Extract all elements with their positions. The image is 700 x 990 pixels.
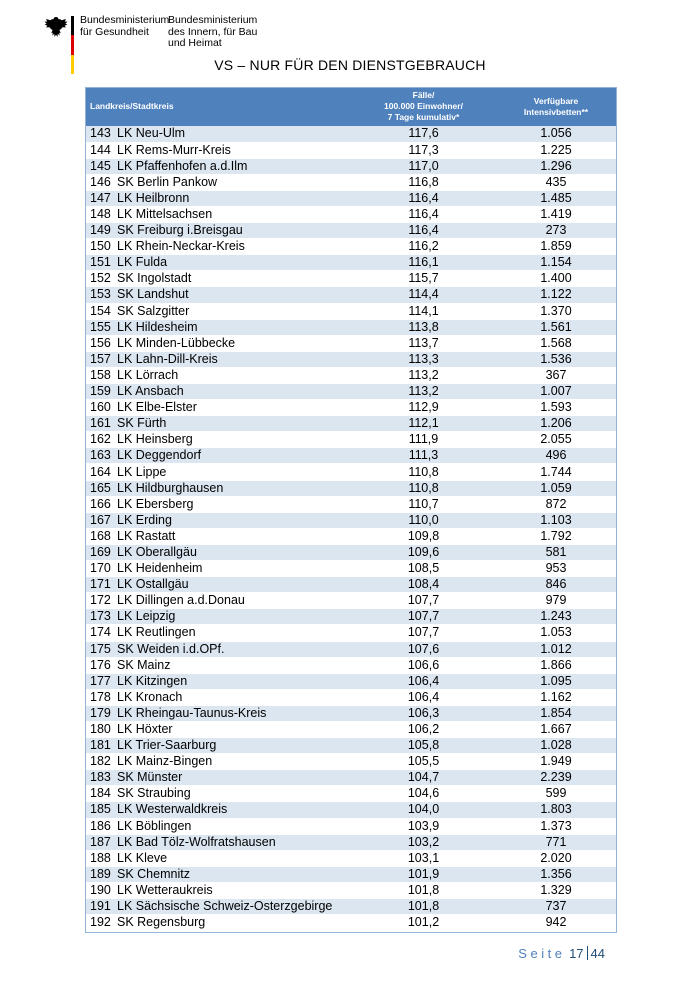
row-district: LK Kleve (117, 850, 352, 866)
table-row (85, 593, 617, 609)
row-icu: 1.370 (495, 303, 617, 319)
row-cases: 112,1 (352, 416, 495, 432)
row-icu: 979 (495, 593, 617, 609)
table-row (85, 512, 617, 528)
row-cases: 117,3 (352, 142, 495, 158)
row-icu: 1.536 (495, 351, 617, 367)
row-cases: 113,7 (352, 335, 495, 351)
row-rank: 167 (85, 512, 117, 528)
row-cases: 108,4 (352, 577, 495, 593)
row-icu: 1.059 (495, 480, 617, 496)
row-rank: 161 (85, 416, 117, 432)
row-rank: 168 (85, 528, 117, 544)
table-row (85, 738, 617, 754)
row-rank: 192 (85, 915, 117, 931)
row-rank: 177 (85, 673, 117, 689)
row-icu: 737 (495, 899, 617, 915)
row-rank: 150 (85, 239, 117, 255)
row-icu: 771 (495, 834, 617, 850)
row-rank: 188 (85, 850, 117, 866)
row-icu: 1.162 (495, 689, 617, 705)
ministry-interior-line2: des Innern, für Bau (168, 25, 258, 38)
row-cases: 115,7 (352, 271, 495, 287)
row-rank: 143 (85, 126, 117, 142)
row-icu: 1.103 (495, 512, 617, 528)
row-icu: 1.095 (495, 673, 617, 689)
row-icu: 1.859 (495, 239, 617, 255)
row-district: SK Münster (117, 770, 352, 786)
row-cases: 105,8 (352, 738, 495, 754)
column-header-cases (352, 87, 495, 126)
row-district: LK Mittelsachsen (117, 206, 352, 222)
row-district: LK Höxter (117, 721, 352, 737)
table-row (85, 609, 617, 625)
table-row (85, 448, 617, 464)
row-icu: 1.296 (495, 158, 617, 174)
row-rank: 164 (85, 464, 117, 480)
row-icu: 2.055 (495, 432, 617, 448)
row-icu: 1.803 (495, 802, 617, 818)
row-icu: 1.329 (495, 882, 617, 898)
row-district: LK Leipzig (117, 609, 352, 625)
table-body (85, 126, 617, 931)
row-cases: 106,6 (352, 657, 495, 673)
row-rank: 158 (85, 367, 117, 383)
row-cases: 103,1 (352, 850, 495, 866)
page-number: 17 (569, 946, 584, 961)
row-district: LK Lippe (117, 464, 352, 480)
row-icu: 1.485 (495, 190, 617, 206)
row-rank: 173 (85, 609, 117, 625)
row-icu: 435 (495, 174, 617, 190)
row-district: LK Hildburghausen (117, 480, 352, 496)
row-icu: 1.028 (495, 738, 617, 754)
row-rank: 165 (85, 480, 117, 496)
row-rank: 157 (85, 351, 117, 367)
table-row (85, 351, 617, 367)
row-district: LK Bad Tölz-Wolfratshausen (117, 834, 352, 850)
row-icu: 1.593 (495, 400, 617, 416)
row-district: LK Mainz-Bingen (117, 754, 352, 770)
flag-black (71, 16, 74, 35)
table-row (85, 223, 617, 239)
row-district: LK Wetteraukreis (117, 882, 352, 898)
row-district: LK Fulda (117, 255, 352, 271)
table-row (85, 142, 617, 158)
row-district: SK Chemnitz (117, 866, 352, 882)
table-row (85, 384, 617, 400)
row-district: LK Heinsberg (117, 432, 352, 448)
row-cases: 111,3 (352, 448, 495, 464)
column-header-icu (495, 87, 617, 126)
row-icu: 1.056 (495, 126, 617, 142)
row-icu: 1.373 (495, 818, 617, 834)
row-district: LK Reutlingen (117, 625, 352, 641)
table-row (85, 464, 617, 480)
row-icu: 1.356 (495, 866, 617, 882)
table-row (85, 367, 617, 383)
table-row (85, 335, 617, 351)
row-cases: 104,6 (352, 786, 495, 802)
row-icu: 1.419 (495, 206, 617, 222)
row-icu: 581 (495, 544, 617, 560)
table-row (85, 850, 617, 866)
table-row (85, 834, 617, 850)
cases-header-line1: Fälle/ (412, 90, 435, 100)
table-row (85, 915, 617, 931)
row-icu: 599 (495, 786, 617, 802)
row-icu: 273 (495, 223, 617, 239)
row-rank: 179 (85, 705, 117, 721)
row-cases: 106,4 (352, 689, 495, 705)
row-rank: 149 (85, 223, 117, 239)
row-icu: 2.020 (495, 850, 617, 866)
row-rank: 160 (85, 400, 117, 416)
row-rank: 162 (85, 432, 117, 448)
table-row (85, 190, 617, 206)
row-district: SK Mainz (117, 657, 352, 673)
row-cases: 109,6 (352, 544, 495, 560)
table-row (85, 899, 617, 915)
table-row (85, 400, 617, 416)
row-icu: 1.866 (495, 657, 617, 673)
row-cases: 106,4 (352, 673, 495, 689)
cases-header-line3: 7 Tage kumulativ* (387, 112, 460, 122)
row-district: LK Böblingen (117, 818, 352, 834)
row-district: LK Oberallgäu (117, 544, 352, 560)
row-icu: 872 (495, 496, 617, 512)
row-cases: 109,8 (352, 528, 495, 544)
row-icu: 953 (495, 561, 617, 577)
row-district: SK Fürth (117, 416, 352, 432)
row-rank: 153 (85, 287, 117, 303)
ministry-interior (168, 15, 257, 50)
row-cases: 101,2 (352, 915, 495, 931)
row-cases: 110,7 (352, 496, 495, 512)
table-row (85, 271, 617, 287)
row-icu: 1.792 (495, 528, 617, 544)
table-row (85, 721, 617, 737)
row-district: LK Trier-Saarburg (117, 738, 352, 754)
row-rank: 166 (85, 496, 117, 512)
row-rank: 170 (85, 561, 117, 577)
icu-header-line2: Intensivbetten** (523, 106, 589, 117)
row-district: LK Heidenheim (117, 561, 352, 577)
row-cases: 113,2 (352, 367, 495, 383)
row-icu: 1.744 (495, 464, 617, 480)
row-rank: 159 (85, 384, 117, 400)
row-icu: 1.122 (495, 287, 617, 303)
row-district: LK Ansbach (117, 384, 352, 400)
row-icu: 1.206 (495, 416, 617, 432)
table-row (85, 255, 617, 271)
row-cases: 113,2 (352, 384, 495, 400)
table-row (85, 866, 617, 882)
row-cases: 105,5 (352, 754, 495, 770)
row-cases: 116,2 (352, 239, 495, 255)
table-row (85, 770, 617, 786)
row-district: LK Dillingen a.d.Donau (117, 593, 352, 609)
row-rank: 151 (85, 255, 117, 271)
row-cases: 110,8 (352, 464, 495, 480)
flag-red (71, 35, 74, 54)
page-total: 44 (590, 946, 605, 961)
row-district: SK Ingolstadt (117, 271, 352, 287)
row-cases: 103,2 (352, 834, 495, 850)
row-district: LK Pfaffenhofen a.d.Ilm (117, 158, 352, 174)
row-rank: 187 (85, 834, 117, 850)
row-district: LK Heilbronn (117, 190, 352, 206)
row-district: SK Salzgitter (117, 303, 352, 319)
row-rank: 174 (85, 625, 117, 641)
row-district: LK Deggendorf (117, 448, 352, 464)
ministry-interior-line1: Bundesministerium (168, 14, 258, 26)
row-rank: 175 (85, 641, 117, 657)
row-rank: 190 (85, 882, 117, 898)
row-district: LK Neu-Ulm (117, 126, 352, 142)
row-district: LK Hildesheim (117, 319, 352, 335)
row-district: LK Erding (117, 512, 352, 528)
row-cases: 106,2 (352, 721, 495, 737)
cases-header-line2: 100.000 Einwohner/ (384, 101, 463, 111)
row-icu: 942 (495, 915, 617, 931)
table-row (85, 641, 617, 657)
table-row (85, 802, 617, 818)
table-row (85, 544, 617, 560)
row-rank: 163 (85, 448, 117, 464)
row-district: SK Landshut (117, 287, 352, 303)
table-row (85, 174, 617, 190)
table-row (85, 416, 617, 432)
row-cases: 116,4 (352, 223, 495, 239)
row-rank: 152 (85, 271, 117, 287)
row-district: LK Westerwaldkreis (117, 802, 352, 818)
row-cases: 108,5 (352, 561, 495, 577)
table-row (85, 786, 617, 802)
row-icu: 846 (495, 577, 617, 593)
row-icu: 1.400 (495, 271, 617, 287)
row-cases: 113,3 (352, 351, 495, 367)
row-rank: 186 (85, 818, 117, 834)
row-district: SK Berlin Pankow (117, 174, 352, 190)
row-district: LK Rhein-Neckar-Kreis (117, 239, 352, 255)
row-icu: 1.568 (495, 335, 617, 351)
row-cases: 116,8 (352, 174, 495, 190)
row-icu: 1.854 (495, 705, 617, 721)
row-rank: 172 (85, 593, 117, 609)
row-cases: 107,7 (352, 593, 495, 609)
table-row (85, 480, 617, 496)
row-cases: 101,8 (352, 899, 495, 915)
table-row (85, 206, 617, 222)
row-cases: 103,9 (352, 818, 495, 834)
icu-header-line1: Verfügbare (533, 95, 579, 106)
row-rank: 169 (85, 544, 117, 560)
ministry-health-line1: Bundesministerium (80, 14, 170, 26)
row-district: SK Freiburg i.Breisgau (117, 223, 352, 239)
row-cases: 101,8 (352, 882, 495, 898)
row-cases: 117,6 (352, 126, 495, 142)
row-district: LK Rems-Murr-Kreis (117, 142, 352, 158)
table-row (85, 126, 617, 142)
table-row (85, 239, 617, 255)
row-cases: 114,1 (352, 303, 495, 319)
table-row (85, 528, 617, 544)
row-icu: 496 (495, 448, 617, 464)
row-district: LK Elbe-Elster (117, 400, 352, 416)
row-rank: 183 (85, 770, 117, 786)
page-label: Seite (518, 946, 566, 961)
row-cases: 107,7 (352, 609, 495, 625)
row-icu: 1.012 (495, 641, 617, 657)
row-district: LK Kronach (117, 689, 352, 705)
table-row (85, 287, 617, 303)
row-rank: 155 (85, 319, 117, 335)
row-cases: 104,7 (352, 770, 495, 786)
row-district: LK Sächsische Schweiz-Osterzgebirge (117, 899, 352, 915)
row-cases: 107,7 (352, 625, 495, 641)
row-cases: 112,9 (352, 400, 495, 416)
row-cases: 110,0 (352, 512, 495, 528)
row-icu: 1.007 (495, 384, 617, 400)
row-district: LK Lahn-Dill-Kreis (117, 351, 352, 367)
table-row (85, 303, 617, 319)
row-cases: 104,0 (352, 802, 495, 818)
row-district: LK Minden-Lübbecke (117, 335, 352, 351)
row-rank: 176 (85, 657, 117, 673)
table-row (85, 432, 617, 448)
row-rank: 154 (85, 303, 117, 319)
incidence-table (85, 87, 617, 931)
row-cases: 111,9 (352, 432, 495, 448)
row-rank: 185 (85, 802, 117, 818)
row-rank: 147 (85, 190, 117, 206)
row-icu: 1.949 (495, 754, 617, 770)
ministry-health-line2: für Gesundheit (80, 25, 149, 38)
row-district: LK Ostallgäu (117, 577, 352, 593)
table-row (85, 625, 617, 641)
row-rank: 144 (85, 142, 117, 158)
table-row (85, 818, 617, 834)
row-rank: 146 (85, 174, 117, 190)
column-header-district: Landkreis/Stadtkreis (85, 87, 352, 126)
ministry-interior-line3: und Heimat (168, 37, 222, 49)
row-icu: 1.243 (495, 609, 617, 625)
classification-label: VS – NUR FÜR DEN DIENSTGEBRAUCH (214, 57, 486, 73)
row-icu: 367 (495, 367, 617, 383)
ministry-health (80, 15, 169, 38)
row-rank: 181 (85, 738, 117, 754)
table-row (85, 705, 617, 721)
federal-eagle-icon (44, 16, 68, 38)
row-district: LK Rastatt (117, 528, 352, 544)
table-row (85, 319, 617, 335)
row-district: LK Lörrach (117, 367, 352, 383)
table-row (85, 673, 617, 689)
row-cases: 114,4 (352, 287, 495, 303)
row-rank: 148 (85, 206, 117, 222)
row-rank: 178 (85, 689, 117, 705)
row-cases: 116,1 (352, 255, 495, 271)
row-icu: 1.667 (495, 721, 617, 737)
table-row (85, 754, 617, 770)
table-row (85, 158, 617, 174)
row-rank: 156 (85, 335, 117, 351)
row-district: SK Regensburg (117, 915, 352, 931)
row-cases: 113,8 (352, 319, 495, 335)
row-rank: 184 (85, 786, 117, 802)
row-district: LK Rheingau-Taunus-Kreis (117, 705, 352, 721)
table-row (85, 689, 617, 705)
row-cases: 116,4 (352, 190, 495, 206)
row-icu: 1.154 (495, 255, 617, 271)
page-footer (518, 946, 605, 961)
row-cases: 101,9 (352, 866, 495, 882)
row-cases: 110,8 (352, 480, 495, 496)
table-row (85, 657, 617, 673)
row-rank: 180 (85, 721, 117, 737)
row-rank: 191 (85, 899, 117, 915)
table-row (85, 577, 617, 593)
row-district: LK Ebersberg (117, 496, 352, 512)
table-row (85, 561, 617, 577)
table-header-row (85, 87, 617, 126)
row-rank: 182 (85, 754, 117, 770)
table-row (85, 496, 617, 512)
row-cases: 107,6 (352, 641, 495, 657)
row-rank: 145 (85, 158, 117, 174)
row-icu: 1.053 (495, 625, 617, 641)
row-icu: 1.561 (495, 319, 617, 335)
page-separator (587, 946, 588, 960)
table-row (85, 882, 617, 898)
row-rank: 171 (85, 577, 117, 593)
row-district: SK Weiden i.d.OPf. (117, 641, 352, 657)
row-rank: 189 (85, 866, 117, 882)
row-district: LK Kitzingen (117, 673, 352, 689)
row-icu: 2.239 (495, 770, 617, 786)
row-district: SK Straubing (117, 786, 352, 802)
row-cases: 106,3 (352, 705, 495, 721)
row-cases: 117,0 (352, 158, 495, 174)
row-icu: 1.225 (495, 142, 617, 158)
row-cases: 116,4 (352, 206, 495, 222)
